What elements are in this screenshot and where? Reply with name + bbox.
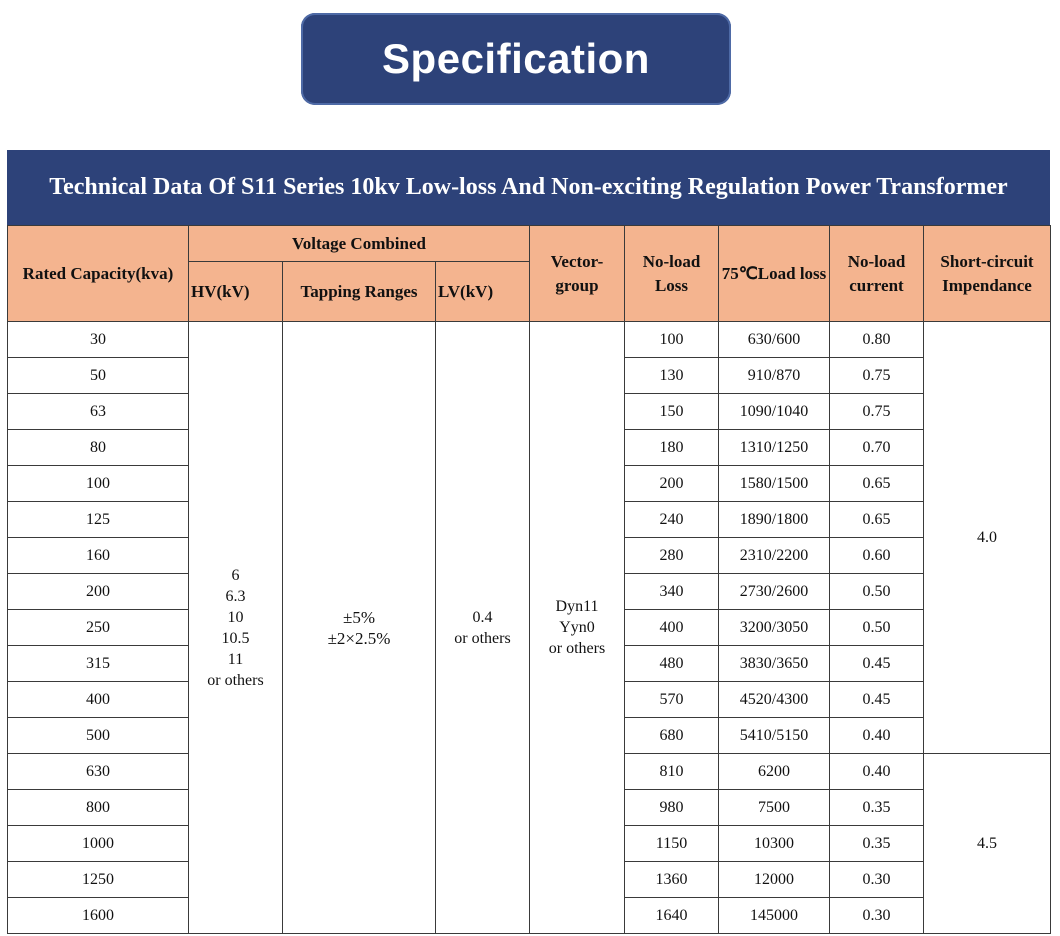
spec-table-body	[8, 322, 1051, 934]
cell-noload-current: 0.35	[830, 826, 924, 862]
header-vector-group: Vector-group	[530, 226, 625, 322]
cell-noload-current: 0.70	[830, 430, 924, 466]
cell-load-loss: 7500	[719, 790, 830, 826]
cell-noload-loss: 130	[625, 358, 719, 394]
cell-capacity: 1250	[8, 862, 189, 898]
cell-load-loss: 2310/2200	[719, 538, 830, 574]
cell-load-loss: 5410/5150	[719, 718, 830, 754]
cell-load-loss: 1580/1500	[719, 466, 830, 502]
header-noload-current: No-load current	[830, 226, 924, 322]
cell-noload-loss: 150	[625, 394, 719, 430]
cell-load-loss: 4520/4300	[719, 682, 830, 718]
cell-capacity: 1000	[8, 826, 189, 862]
cell-noload-current: 0.40	[830, 754, 924, 790]
cell-noload-current: 0.30	[830, 862, 924, 898]
cell-noload-current: 0.75	[830, 394, 924, 430]
cell-capacity: 160	[8, 538, 189, 574]
cell-load-loss: 2730/2600	[719, 574, 830, 610]
cell-capacity: 125	[8, 502, 189, 538]
cell-noload-loss: 680	[625, 718, 719, 754]
spec-table	[7, 225, 1051, 934]
cell-noload-current: 0.35	[830, 790, 924, 826]
cell-capacity: 200	[8, 574, 189, 610]
cell-noload-loss: 480	[625, 646, 719, 682]
cell-impedance-low: 4.0	[924, 322, 1051, 754]
cell-capacity: 630	[8, 754, 189, 790]
cell-load-loss: 1090/1040	[719, 394, 830, 430]
header-voltage-combined: Voltage Combined	[189, 226, 530, 262]
cell-impedance-high: 4.5	[924, 754, 1051, 934]
cell-load-loss: 3200/3050	[719, 610, 830, 646]
cell-noload-current: 0.65	[830, 466, 924, 502]
cell-load-loss: 1310/1250	[719, 430, 830, 466]
cell-noload-current: 0.45	[830, 682, 924, 718]
cell-load-loss: 10300	[719, 826, 830, 862]
cell-capacity: 100	[8, 466, 189, 502]
header-load-loss: 75℃Load loss	[719, 226, 830, 322]
cell-noload-loss: 810	[625, 754, 719, 790]
header-lv: LV(kV)	[436, 262, 530, 322]
cell-noload-loss: 180	[625, 430, 719, 466]
cell-noload-current: 0.30	[830, 898, 924, 934]
cell-noload-loss: 340	[625, 574, 719, 610]
cell-capacity: 30	[8, 322, 189, 358]
cell-load-loss: 630/600	[719, 322, 830, 358]
cell-noload-loss: 570	[625, 682, 719, 718]
cell-load-loss: 6200	[719, 754, 830, 790]
cell-tapping-range: ±5% ±2×2.5%	[283, 322, 436, 934]
cell-noload-loss: 1360	[625, 862, 719, 898]
cell-capacity: 800	[8, 790, 189, 826]
specification-banner	[301, 13, 731, 105]
cell-noload-loss: 280	[625, 538, 719, 574]
cell-noload-current: 0.50	[830, 574, 924, 610]
cell-vector-group: Dyn11 Yyn0 or others	[530, 322, 625, 934]
cell-load-loss: 910/870	[719, 358, 830, 394]
cell-noload-loss: 1640	[625, 898, 719, 934]
cell-load-loss: 145000	[719, 898, 830, 934]
banner-title: Specification	[382, 35, 650, 82]
cell-capacity: 250	[8, 610, 189, 646]
table-row	[8, 322, 1051, 358]
cell-noload-loss: 980	[625, 790, 719, 826]
header-noload-loss: No-load Loss	[625, 226, 719, 322]
cell-noload-current: 0.80	[830, 322, 924, 358]
cell-noload-current: 0.50	[830, 610, 924, 646]
cell-noload-current: 0.45	[830, 646, 924, 682]
cell-capacity: 315	[8, 646, 189, 682]
table-title-bar	[7, 150, 1050, 225]
cell-noload-loss: 240	[625, 502, 719, 538]
cell-capacity: 500	[8, 718, 189, 754]
cell-noload-current: 0.60	[830, 538, 924, 574]
table-title: Technical Data Of S11 Series 10kv Low-loss And Non-exciting Regulation Power Transformer	[49, 174, 1008, 200]
header-rated-capacity: Rated Capacity(kva)	[8, 226, 189, 322]
cell-load-loss: 12000	[719, 862, 830, 898]
header-impedance: Short-circuit Impendance	[924, 226, 1051, 322]
cell-capacity: 63	[8, 394, 189, 430]
cell-capacity: 400	[8, 682, 189, 718]
cell-noload-current: 0.75	[830, 358, 924, 394]
cell-noload-loss: 200	[625, 466, 719, 502]
cell-load-loss: 3830/3650	[719, 646, 830, 682]
cell-hv-range: 6 6.3 10 10.5 11 or others	[189, 322, 283, 934]
cell-noload-loss: 1150	[625, 826, 719, 862]
cell-noload-loss: 400	[625, 610, 719, 646]
cell-noload-current: 0.40	[830, 718, 924, 754]
cell-capacity: 80	[8, 430, 189, 466]
cell-noload-loss: 100	[625, 322, 719, 358]
cell-load-loss: 1890/1800	[719, 502, 830, 538]
cell-lv-range: 0.4 or others	[436, 322, 530, 934]
cell-noload-current: 0.65	[830, 502, 924, 538]
header-tapping: Tapping Ranges	[283, 262, 436, 322]
cell-capacity: 1600	[8, 898, 189, 934]
header-hv: HV(kV)	[189, 262, 283, 322]
cell-capacity: 50	[8, 358, 189, 394]
